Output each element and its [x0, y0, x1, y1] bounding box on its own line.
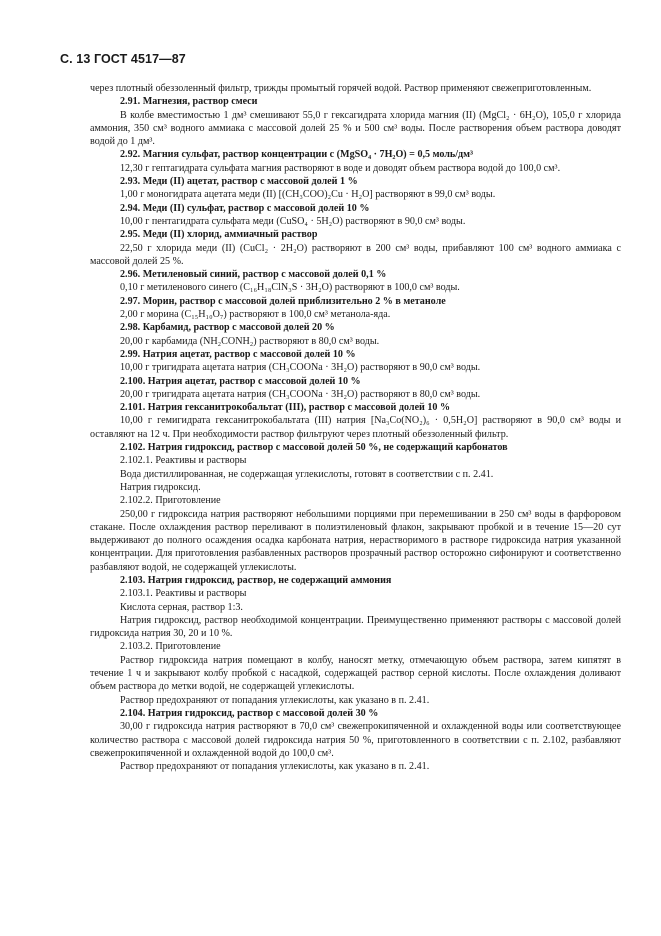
paragraph: Раствор гидроксида натрия помещают в колбу, наносят метку, отмечающую объем раствора, затем кипятят в течение 1 ч и закрывают колбу пробкой с насадкой, содержащей раствор серной кислоты. После охлаждения доливают объем раствора до метки водой, не содержащей углекислоты.	[90, 654, 621, 693]
paragraph: 10,00 г тригидрата ацетата натрия (CH₃COONa · 3H₂O) растворяют в 90,0 см³ воды.	[120, 362, 481, 374]
paragraph: Раствор предохраняют от попадания углекислоты, как указано в п. 2.41.	[120, 761, 430, 773]
paragraph: 12,30 г гептагидрата сульфата магния растворяют в воде и доводят объем раствора водой до 100,0 см³.	[120, 162, 561, 174]
paragraph: 250,00 г гидроксида натрия растворяют небольшими порциями при перемешивании в 250 см³ воды в фарфоровом стакане. После охлаждения раствор переливают в полиэтиленовый флакон, закрывают пробкой и в течение 15—20 сут выдерживают до полного осаждения осадка карбоната натрия, нерастворимого в растворе гидроксида натрия указанной концентрации. Для приготовления разбавленных растворов прозрачный раствор осторожно сифонируют и соответственно разбавляют водой, не содержащей углекислоты.	[90, 508, 621, 573]
section-heading: 2.97. Морин, раствор с массовой долей приблизительно 2 % в метаноле	[120, 295, 446, 307]
section-heading: 2.94. Меди (II) сульфат, раствор с массовой долей 10 %	[120, 202, 370, 214]
section-heading: 2.92. Магния сульфат, раствор концентрации c (MgSO₄ · 7H₂O) = 0,5 моль/дм³	[120, 149, 474, 161]
paragraph: 10,00 г гемигидрата гексанитрокобальтата (III) натрия [Na₃Co(NO₂)₆ · 0,5H₂O] растворяют в 90,0 см³ воды и оставляют на 12 ч. При необходимости раствор фильтруют через плотный обеззоленный фильтр.	[90, 415, 621, 440]
paragraph: 10,00 г пентагидрата сульфата меди (CuSO₄ · 5H₂O) растворяют в 90,0 см³ воды.	[120, 215, 466, 227]
section-heading: 2.104. Натрия гидроксид, раствор с массовой долей 30 %	[120, 707, 379, 719]
section-heading: 2.101. Натрия гексанитрокобальтат (III), раствор с массовой долей 10 %	[120, 402, 451, 414]
paragraph: 20,00 г тригидрата ацетата натрия (CH₃COONa · 3H₂O) растворяют в 80,0 см³ воды.	[120, 388, 481, 400]
section-heading: 2.98. Карбамид, раствор с массовой долей 20 %	[120, 322, 335, 334]
paragraph: 2.103.1. Реактивы и растворы	[120, 588, 247, 600]
paragraph: 2.102.2. Приготовление	[120, 495, 221, 507]
paragraph: Кислота серная, раствор 1:3.	[120, 601, 243, 613]
paragraph: 20,00 г карбамида (NH₂CONH₂) растворяют в 80,0 см³ воды.	[120, 335, 380, 347]
section-heading: 2.95. Меди (II) хлорид, аммиачный раствор	[120, 229, 318, 241]
paragraph: Натрия гидроксид.	[120, 481, 201, 493]
section-heading: 2.102. Натрия гидроксид, раствор с массовой долей 50 %, не содержащий карбонатов	[120, 442, 508, 454]
paragraph: 2,00 г морина (C₁₅H₁₀O₇) растворяют в 100,0 см³ метанола-яда.	[120, 309, 391, 321]
section-heading: 2.91. Магнезия, раствор смеси	[120, 96, 258, 108]
paragraph: Вода дистиллированная, не содержащая углекислоты, готовят в соответствии с п. 2.41.	[120, 468, 494, 480]
section-heading: 2.103. Натрия гидроксид, раствор, не содержащий аммония	[120, 574, 392, 586]
paragraph: 30,00 г гидроксида натрия растворяют в 70,0 см³ свежепрокипяченной и охлажденной воды или соответствующее количество раствора с массовой долей гидроксида натрия 50 %, приготовленного в соответствии с п. 2.102, разбавляют свежепрокипяченной и охлажденной водой до 100,0 см³.	[90, 721, 621, 759]
paragraph: через плотный обеззоленный фильтр, трижды промытый горячей водой. Раствор применяют свежеприготовленным.	[90, 83, 592, 94]
paragraph: Натрия гидроксид, раствор необходимой концентрации. Преимущественно применяют растворы с массовой долей гидроксида натрия 30, 20 и 10 %.	[90, 614, 621, 640]
paragraph: В колбе вместимостью 1 дм³ смешивают 55,0 г гексагидрата хлорида магния (II) (MgCl₂ · 6H₂O), 105,0 г хлорида аммония, 350 см³ водного аммиака с массовой долей 25 % и 500 см³ воды. После растворения объем раствора доводят водой до 1 дм³.	[90, 109, 621, 148]
section-heading: 2.100. Натрия ацетат, раствор с массовой долей 10 %	[120, 375, 361, 387]
paragraph: 1,00 г моногидрата ацетата меди (II) [(CH₃COO)₂Cu · H₂O] растворяют в 99,0 см³ воды.	[120, 189, 496, 201]
paragraph: 22,50 г хлорида меди (II) (CuCl₂ · 2H₂O) растворяют в 200 см³ воды, прибавляют 100 см³ водного аммиака с массовой долей 25 %.	[90, 242, 621, 267]
paragraph: Раствор предохраняют от попадания углекислоты, как указано в п. 2.41.	[120, 694, 430, 706]
section-heading: 2.96. Метиленовый синий, раствор с массовой долей 0,1 %	[120, 269, 387, 281]
paragraph: 0,10 г метиленового синего (C₁₆H₁₈ClN₃S · 3H₂O) растворяют в 100,0 см³ воды.	[120, 282, 460, 294]
document-body	[90, 82, 621, 773]
paragraph: 2.103.2. Приготовление	[120, 641, 221, 653]
section-heading: 2.99. Натрия ацетат, раствор с массовой долей 10 %	[120, 348, 356, 360]
paragraph: 2.102.1. Реактивы и растворы	[120, 455, 247, 467]
page-header: С. 13 ГОСТ 4517—87	[60, 52, 186, 66]
section-heading: 2.93. Меди (II) ацетат, раствор с массовой долей 1 %	[120, 176, 358, 188]
